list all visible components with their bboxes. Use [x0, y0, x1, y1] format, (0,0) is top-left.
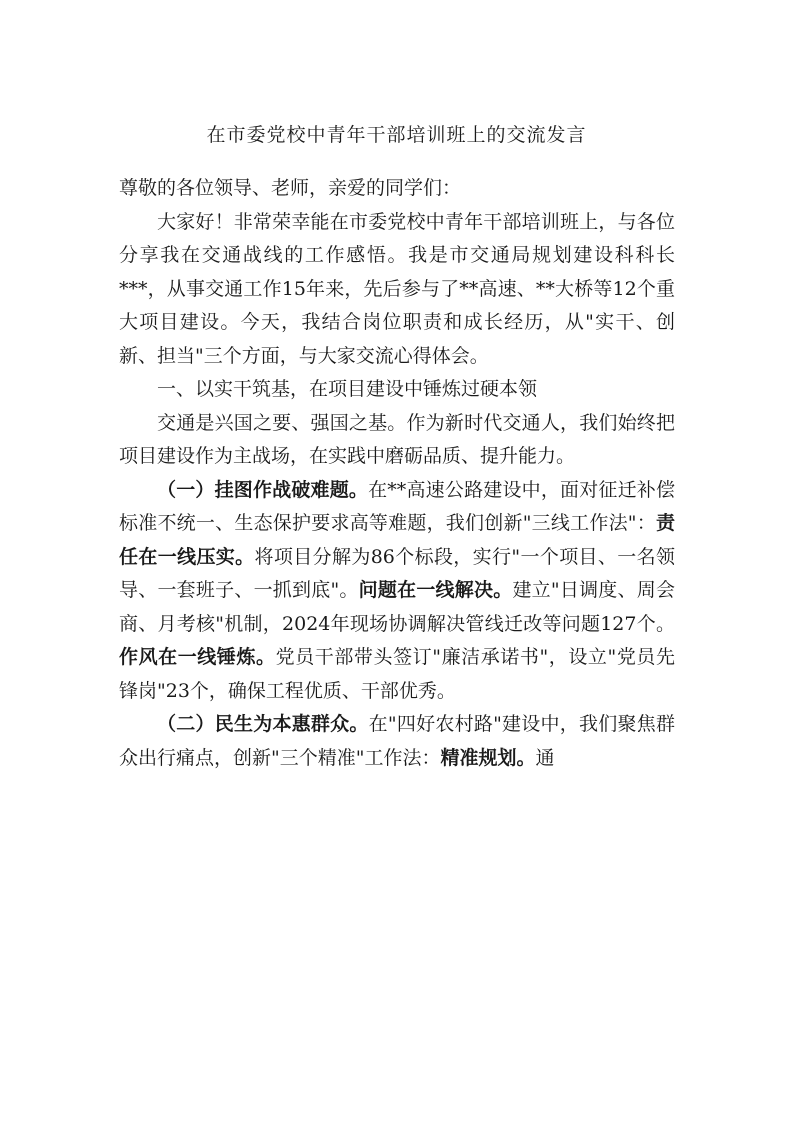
subsection-title: （一）挂图作战破难题。	[157, 478, 369, 501]
subsection-paragraph-2	[119, 708, 675, 775]
key-phrase: 问题在一线解决。	[358, 579, 513, 601]
paragraph-text: 建立"日调度、周会商、月考核"机制，2024年现场协调解决管线迁改等问题127个。	[119, 579, 675, 635]
subsection-title: （二）民生为本惠群众。	[157, 713, 369, 735]
paragraph-text: 党员干部带头签订"廉洁承诺书"，设立"党员先锋岗"23个，确保工程优质、干部优秀。	[119, 646, 675, 702]
section-heading: 一、以实干筑基，在项目建设中锤炼过硬本领	[157, 378, 538, 400]
paragraph-text: 将项目分解为86个标段，实行"一个项目、一名领导、一套班子、一抓到底"。	[119, 545, 675, 601]
document-title: 在市委党校中青年干部培训班上的交流发言	[206, 124, 587, 146]
key-phrase: 作风在一线锤炼。	[119, 646, 276, 668]
paragraph-text: 在"四好农村路"建设中，我们聚焦群众出行痛点，创新"三个精准"工作法：	[119, 713, 675, 769]
section-lead-paragraph: 交通是兴国之要、强国之基。作为新时代交通人，我们始终把项目建设作为主战场，在实践中磨砺品质、提升能力。	[119, 411, 675, 467]
subsection-paragraph-1	[119, 474, 675, 709]
key-phrase: 精准规划。	[440, 746, 536, 769]
paragraph-text: 在**高速公路建设中，面对征迁补偿标准不统一、生态保护要求高等难题，我们创新"三线工作法"：	[119, 478, 675, 534]
document-body	[119, 172, 675, 775]
salutation: 尊敬的各位领导、老师，亲爱的同学们：	[119, 177, 462, 199]
paragraph-text: 通	[535, 746, 555, 769]
key-phrase: 责任在一线压实。	[119, 512, 675, 568]
intro-paragraph: 大家好！非常荣幸能在市委党校中青年干部培训班上，与各位分享我在交通战线的工作感悟。我是市交通局规划建设科科长***，从事交通工作15年来，先后参与了**高速、**大桥等12个重大项目建设。今天，我结合岗位职责和成长经历，从"实干、创新、担当"三个方面，与大家交流心得体会。	[119, 210, 675, 367]
